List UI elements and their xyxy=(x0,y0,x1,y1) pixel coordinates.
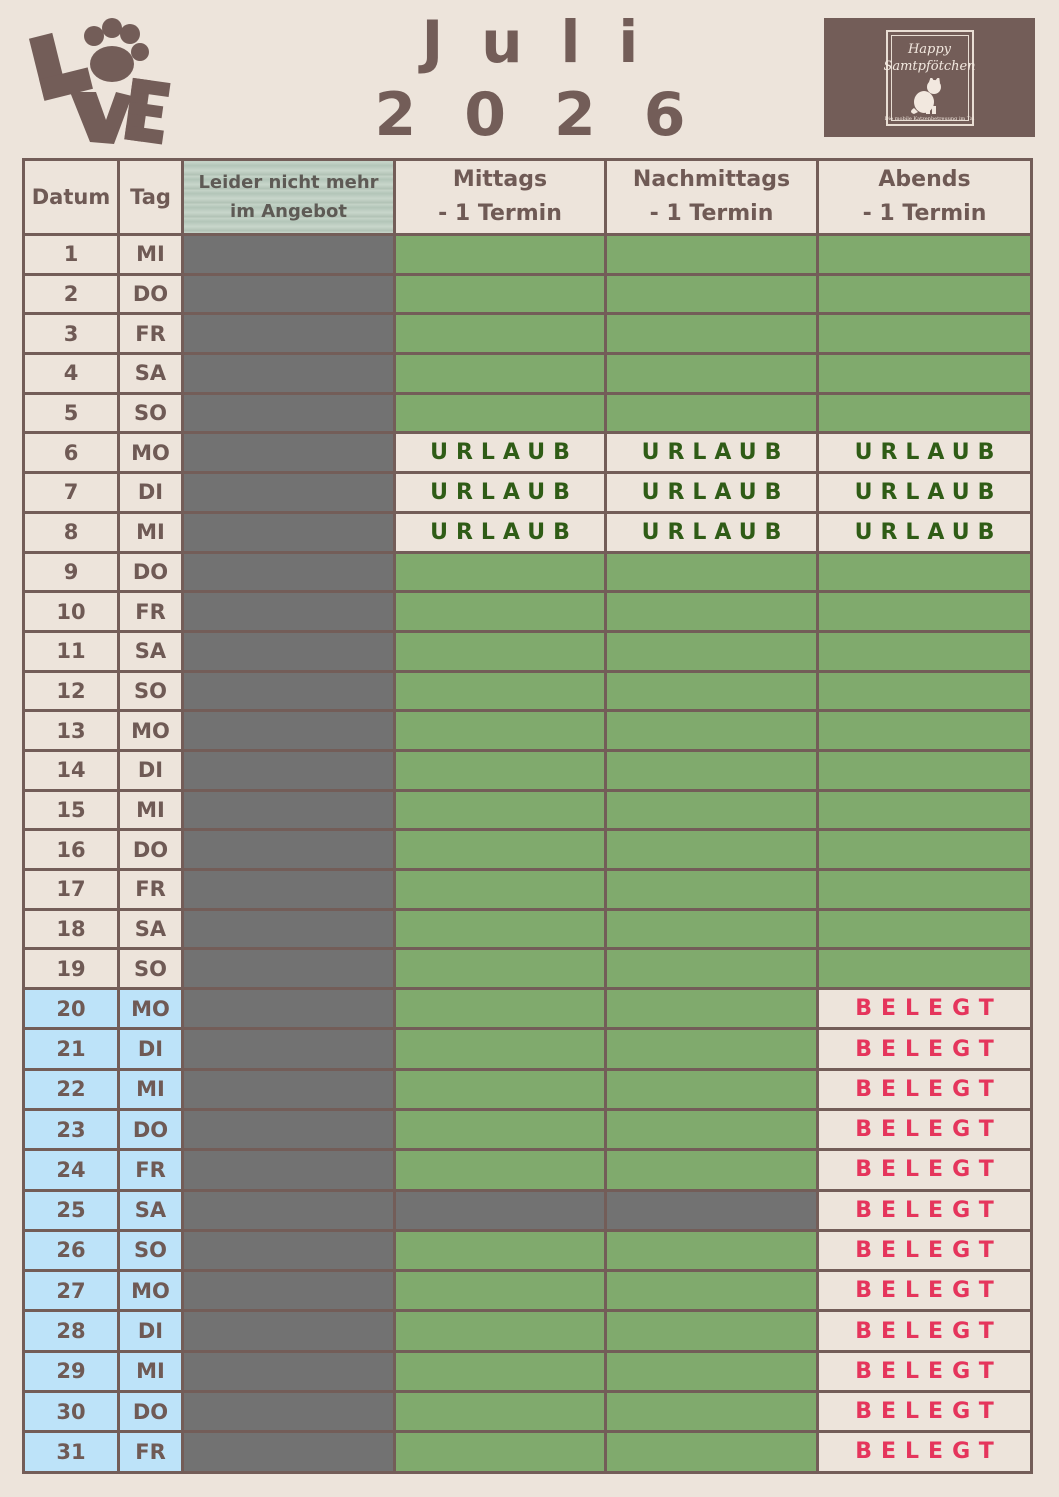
weekday-cell: MO xyxy=(119,1271,183,1311)
mittags-slot-cell xyxy=(395,314,606,354)
not-offered-cell xyxy=(183,1029,395,1069)
mittags-slot-cell xyxy=(395,1311,606,1351)
nachmittags-slot-cell xyxy=(606,354,818,394)
weekday-cell: MI xyxy=(119,235,183,275)
nachmittags-slot-cell xyxy=(606,1311,818,1351)
mittags-slot-cell xyxy=(395,1230,606,1270)
table-row xyxy=(24,631,1032,671)
date-cell: 29 xyxy=(24,1351,119,1391)
table-row xyxy=(24,1432,1032,1472)
date-cell: 18 xyxy=(24,909,119,949)
abends-slot-cell xyxy=(818,870,1032,910)
abends-slot-cell: BELEGT xyxy=(818,1190,1032,1230)
not-offered-cell xyxy=(183,671,395,711)
table-row xyxy=(24,790,1032,830)
mittags-slot-cell xyxy=(395,1029,606,1069)
abends-slot-cell: BELEGT xyxy=(818,1351,1032,1391)
date-cell: 28 xyxy=(24,1311,119,1351)
table-row xyxy=(24,1029,1032,1069)
table-row xyxy=(24,1069,1032,1109)
not-offered-cell xyxy=(183,473,395,513)
mittags-slot-cell xyxy=(395,1392,606,1432)
not-offered-cell xyxy=(183,1271,395,1311)
nachmittags-slot-cell xyxy=(606,949,818,989)
mittags-slot-cell xyxy=(395,711,606,751)
nachmittags-slot-cell xyxy=(606,314,818,354)
abends-slot-cell: BELEGT xyxy=(818,1392,1032,1432)
not-offered-cell xyxy=(183,1109,395,1149)
nachmittags-slot-cell xyxy=(606,1029,818,1069)
mittags-slot-cell xyxy=(395,1069,606,1109)
mittags-slot-cell xyxy=(395,631,606,671)
nachmittags-slot-cell xyxy=(606,1271,818,1311)
table-row xyxy=(24,1351,1032,1391)
header-mittags xyxy=(395,160,606,235)
mittags-slot-cell xyxy=(395,1109,606,1149)
header-note-line1: Leider nicht mehr xyxy=(198,172,379,193)
table-row xyxy=(24,989,1032,1029)
not-offered-cell xyxy=(183,750,395,790)
weekday-cell: SO xyxy=(119,393,183,433)
header-abends-line1: Abends xyxy=(878,167,971,192)
weekday-cell: FR xyxy=(119,870,183,910)
abends-slot-cell xyxy=(818,711,1032,751)
header-mittags-line1: Mittags xyxy=(452,167,548,192)
weekday-cell: SA xyxy=(119,1190,183,1230)
mittags-slot-cell xyxy=(395,1351,606,1391)
weekday-cell: DO xyxy=(119,1109,183,1149)
weekday-cell: DO xyxy=(119,1392,183,1432)
cat-icon xyxy=(908,78,948,114)
mittags-slot-cell: URLAUB xyxy=(395,433,606,473)
nachmittags-slot-cell xyxy=(606,1392,818,1432)
not-offered-cell xyxy=(183,1069,395,1109)
weekday-cell: MO xyxy=(119,433,183,473)
table-row xyxy=(24,750,1032,790)
not-offered-cell xyxy=(183,631,395,671)
weekday-cell: SO xyxy=(119,949,183,989)
abends-slot-cell: BELEGT xyxy=(818,1271,1032,1311)
date-cell: 16 xyxy=(24,830,119,870)
date-cell: 24 xyxy=(24,1150,119,1190)
weekday-cell: DO xyxy=(119,274,183,314)
nachmittags-slot-cell xyxy=(606,671,818,711)
weekday-cell: DO xyxy=(119,552,183,592)
weekday-cell: FR xyxy=(119,314,183,354)
not-offered-cell xyxy=(183,1311,395,1351)
weekday-cell: SO xyxy=(119,671,183,711)
date-cell: 22 xyxy=(24,1069,119,1109)
not-offered-cell xyxy=(183,1351,395,1391)
not-offered-cell xyxy=(183,909,395,949)
header-not-offered xyxy=(183,160,395,235)
mittags-slot-cell xyxy=(395,354,606,394)
nachmittags-slot-cell xyxy=(606,1432,818,1472)
date-cell: 14 xyxy=(24,750,119,790)
weekday-cell: MI xyxy=(119,1069,183,1109)
love-paw-logo xyxy=(28,8,173,150)
nachmittags-slot-cell xyxy=(606,1351,818,1391)
date-cell: 19 xyxy=(24,949,119,989)
abends-slot-cell: BELEGT xyxy=(818,1311,1032,1351)
availability-table xyxy=(22,158,1033,1474)
table-row xyxy=(24,671,1032,711)
abends-slot-cell: BELEGT xyxy=(818,1432,1032,1472)
weekday-cell: FR xyxy=(119,1150,183,1190)
weekday-cell: DO xyxy=(119,830,183,870)
mittags-slot-cell xyxy=(395,1271,606,1311)
abends-slot-cell: BELEGT xyxy=(818,1109,1032,1149)
weekday-cell: SA xyxy=(119,631,183,671)
table-row xyxy=(24,274,1032,314)
brand-tagline: Die mobile Katzenbetreuung im Tal xyxy=(884,116,975,122)
mittags-slot-cell xyxy=(395,671,606,711)
abends-slot-cell: BELEGT xyxy=(818,1069,1032,1109)
weekday-cell: FR xyxy=(119,592,183,632)
brand-logo xyxy=(824,18,1035,137)
weekday-cell: MI xyxy=(119,512,183,552)
date-cell: 17 xyxy=(24,870,119,910)
mittags-slot-cell xyxy=(395,870,606,910)
nachmittags-slot-cell xyxy=(606,909,818,949)
mittags-slot-cell xyxy=(395,750,606,790)
mittags-slot-cell xyxy=(395,393,606,433)
nachmittags-slot-cell xyxy=(606,1069,818,1109)
table-row xyxy=(24,473,1032,513)
weekday-cell: MO xyxy=(119,989,183,1029)
date-cell: 2 xyxy=(24,274,119,314)
table-row xyxy=(24,909,1032,949)
table-row xyxy=(24,592,1032,632)
nachmittags-slot-cell xyxy=(606,1190,818,1230)
abends-slot-cell xyxy=(818,354,1032,394)
abends-slot-cell xyxy=(818,949,1032,989)
table-row xyxy=(24,870,1032,910)
date-cell: 26 xyxy=(24,1230,119,1270)
header-datum: Datum xyxy=(24,160,119,235)
date-cell: 30 xyxy=(24,1392,119,1432)
table-row xyxy=(24,711,1032,751)
date-cell: 13 xyxy=(24,711,119,751)
weekday-cell: SA xyxy=(119,354,183,394)
nachmittags-slot-cell xyxy=(606,592,818,632)
table-row xyxy=(24,1311,1032,1351)
brand-name-line2: Samtpfötchen xyxy=(883,59,976,74)
table-body xyxy=(24,235,1032,1473)
header-note-line2: im Angebot xyxy=(230,201,347,222)
mittags-slot-cell xyxy=(395,552,606,592)
mittags-slot-cell xyxy=(395,592,606,632)
header-abends xyxy=(818,160,1032,235)
date-cell: 12 xyxy=(24,671,119,711)
date-cell: 8 xyxy=(24,512,119,552)
abends-slot-cell: BELEGT xyxy=(818,989,1032,1029)
nachmittags-slot-cell xyxy=(606,1109,818,1149)
date-cell: 11 xyxy=(24,631,119,671)
table-row xyxy=(24,1150,1032,1190)
not-offered-cell xyxy=(183,870,395,910)
abends-slot-cell xyxy=(818,750,1032,790)
mittags-slot-cell xyxy=(395,909,606,949)
header-nachmittags-line1: Nachmittags xyxy=(632,167,791,192)
date-cell: 31 xyxy=(24,1432,119,1472)
date-cell: 21 xyxy=(24,1029,119,1069)
weekday-cell: MI xyxy=(119,1351,183,1391)
date-cell: 4 xyxy=(24,354,119,394)
table-header-row xyxy=(24,160,1032,235)
table-row xyxy=(24,433,1032,473)
table-row xyxy=(24,235,1032,275)
weekday-cell: DI xyxy=(119,473,183,513)
not-offered-cell xyxy=(183,354,395,394)
mittags-slot-cell: URLAUB xyxy=(395,512,606,552)
not-offered-cell xyxy=(183,1150,395,1190)
weekday-cell: SA xyxy=(119,909,183,949)
nachmittags-slot-cell xyxy=(606,870,818,910)
mittags-slot-cell xyxy=(395,235,606,275)
nachmittags-slot-cell xyxy=(606,989,818,1029)
abends-slot-cell xyxy=(818,592,1032,632)
nachmittags-slot-cell xyxy=(606,1150,818,1190)
month-title: Juli xyxy=(421,8,677,76)
abends-slot-cell xyxy=(818,830,1032,870)
not-offered-cell xyxy=(183,393,395,433)
abends-slot-cell xyxy=(818,909,1032,949)
not-offered-cell xyxy=(183,552,395,592)
date-cell: 15 xyxy=(24,790,119,830)
table-row xyxy=(24,314,1032,354)
not-offered-cell xyxy=(183,592,395,632)
table-row xyxy=(24,830,1032,870)
weekday-cell: MO xyxy=(119,711,183,751)
header-nachmittags xyxy=(606,160,818,235)
mittags-slot-cell xyxy=(395,1150,606,1190)
weekday-cell: FR xyxy=(119,1432,183,1472)
not-offered-cell xyxy=(183,989,395,1029)
not-offered-cell xyxy=(183,790,395,830)
weekday-cell: DI xyxy=(119,1311,183,1351)
nachmittags-slot-cell xyxy=(606,750,818,790)
table-row xyxy=(24,512,1032,552)
mittags-slot-cell xyxy=(395,790,606,830)
date-cell: 23 xyxy=(24,1109,119,1149)
brand-name-line1: Happy xyxy=(907,42,952,57)
table-row xyxy=(24,552,1032,592)
abends-slot-cell: BELEGT xyxy=(818,1150,1032,1190)
mittags-slot-cell: URLAUB xyxy=(395,473,606,513)
abends-slot-cell: URLAUB xyxy=(818,473,1032,513)
date-cell: 6 xyxy=(24,433,119,473)
nachmittags-slot-cell: URLAUB xyxy=(606,473,818,513)
header-mittags-line2: - 1 Termin xyxy=(438,201,562,226)
abends-slot-cell: URLAUB xyxy=(818,512,1032,552)
date-cell: 7 xyxy=(24,473,119,513)
date-cell: 3 xyxy=(24,314,119,354)
abends-slot-cell: BELEGT xyxy=(818,1029,1032,1069)
nachmittags-slot-cell: URLAUB xyxy=(606,512,818,552)
header-tag: Tag xyxy=(119,160,183,235)
nachmittags-slot-cell: URLAUB xyxy=(606,433,818,473)
abends-slot-cell xyxy=(818,552,1032,592)
not-offered-cell xyxy=(183,1190,395,1230)
date-cell: 9 xyxy=(24,552,119,592)
mittags-slot-cell xyxy=(395,1190,606,1230)
abends-slot-cell xyxy=(818,631,1032,671)
not-offered-cell xyxy=(183,711,395,751)
weekday-cell: DI xyxy=(119,1029,183,1069)
mittags-slot-cell xyxy=(395,830,606,870)
not-offered-cell xyxy=(183,1230,395,1270)
date-cell: 5 xyxy=(24,393,119,433)
nachmittags-slot-cell xyxy=(606,830,818,870)
table-row xyxy=(24,354,1032,394)
not-offered-cell xyxy=(183,830,395,870)
nachmittags-slot-cell xyxy=(606,235,818,275)
header-nachmittags-line2: - 1 Termin xyxy=(649,201,774,226)
nachmittags-slot-cell xyxy=(606,1230,818,1270)
abends-slot-cell xyxy=(818,393,1032,433)
weekday-cell: DI xyxy=(119,750,183,790)
date-cell: 27 xyxy=(24,1271,119,1311)
abends-slot-cell: BELEGT xyxy=(818,1230,1032,1270)
table-row xyxy=(24,1271,1032,1311)
not-offered-cell xyxy=(183,512,395,552)
table-row xyxy=(24,1230,1032,1270)
not-offered-cell xyxy=(183,1432,395,1472)
abends-slot-cell xyxy=(818,314,1032,354)
abends-slot-cell xyxy=(818,671,1032,711)
date-cell: 1 xyxy=(24,235,119,275)
date-cell: 25 xyxy=(24,1190,119,1230)
mittags-slot-cell xyxy=(395,989,606,1029)
date-cell: 10 xyxy=(24,592,119,632)
weekday-cell: MI xyxy=(119,790,183,830)
not-offered-cell xyxy=(183,1392,395,1432)
mittags-slot-cell xyxy=(395,1432,606,1472)
nachmittags-slot-cell xyxy=(606,790,818,830)
not-offered-cell xyxy=(183,433,395,473)
abends-slot-cell xyxy=(818,274,1032,314)
table-row xyxy=(24,1392,1032,1432)
not-offered-cell xyxy=(183,314,395,354)
weekday-cell: SO xyxy=(119,1230,183,1270)
abends-slot-cell xyxy=(818,790,1032,830)
mittags-slot-cell xyxy=(395,949,606,989)
nachmittags-slot-cell xyxy=(606,711,818,751)
table-row xyxy=(24,949,1032,989)
nachmittags-slot-cell xyxy=(606,631,818,671)
abends-slot-cell: URLAUB xyxy=(818,433,1032,473)
date-cell: 20 xyxy=(24,989,119,1029)
not-offered-cell xyxy=(183,949,395,989)
header-abends-line2: - 1 Termin xyxy=(862,201,987,226)
table-row xyxy=(24,1190,1032,1230)
year-title: 2026 xyxy=(374,80,734,150)
nachmittags-slot-cell xyxy=(606,274,818,314)
table-row xyxy=(24,1109,1032,1149)
not-offered-cell xyxy=(183,235,395,275)
nachmittags-slot-cell xyxy=(606,552,818,592)
table-row xyxy=(24,393,1032,433)
abends-slot-cell xyxy=(818,235,1032,275)
nachmittags-slot-cell xyxy=(606,393,818,433)
not-offered-cell xyxy=(183,274,395,314)
mittags-slot-cell xyxy=(395,274,606,314)
